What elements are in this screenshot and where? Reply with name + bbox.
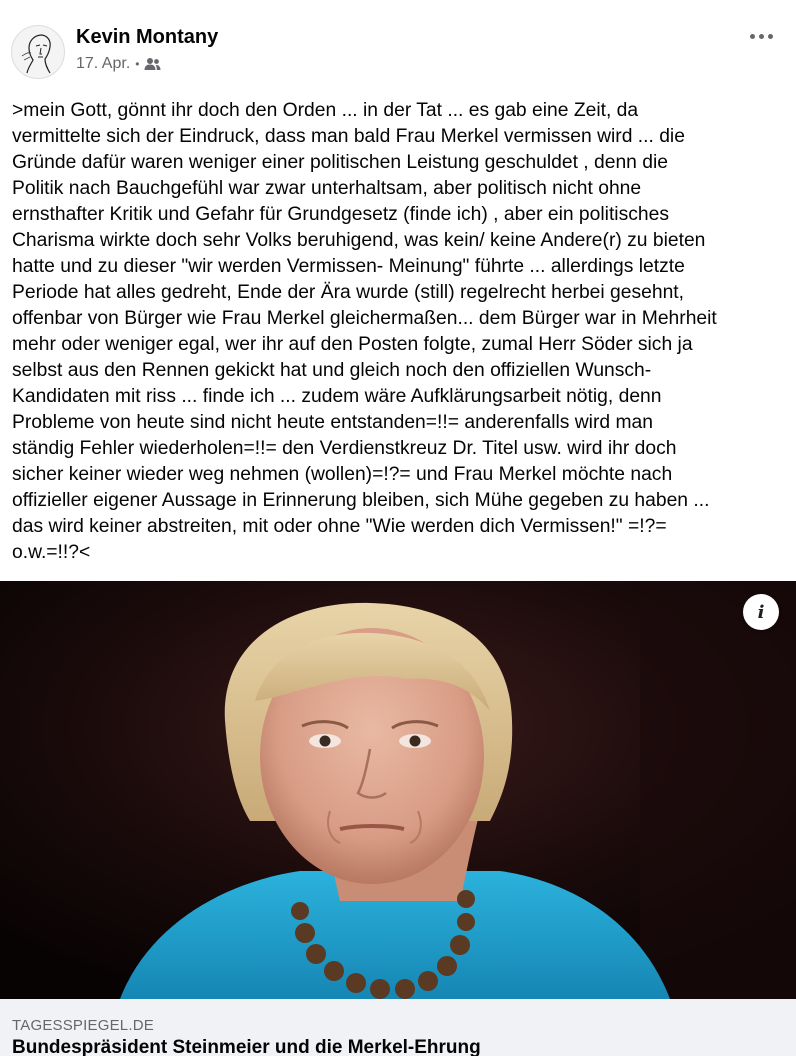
- post-date[interactable]: 17. Apr.: [76, 55, 131, 72]
- author-avatar[interactable]: [11, 25, 65, 79]
- link-title[interactable]: Bundespräsident Steinmeier und die Merkel-Ehrung: [12, 1037, 481, 1056]
- sketch-portrait-icon: [12, 26, 65, 79]
- more-options-button[interactable]: [740, 22, 782, 50]
- link-domain: TAGESSPIEGEL.DE: [12, 1017, 154, 1034]
- post-text: >mein Gott, gönnt ihr doch den Orden ... in der Tat ... es gab eine Zeit, da vermittelte sich der Eindruck, dass man bald Frau Merkel vermissen wird ... die Gründe dafür waren weniger einer politischen Leistung geschuldet , denn die Politik nach Bauchgefühl war zwar unterhaltsam, aber politisch nicht ohne ernsthafter Kritik und Gefahr für Grundgesetz (finde ich) , aber ein politisches Charisma wirkte doch sehr Volks beruhigend, was kein/ keine Andere(r) zu bieten hatte und zu dieser "wir werden Vermissen- Meinung" führte ... allerdings letzte Periode hat alles gedreht, Ende der Ära wurde (still) regelrecht herbei gesehnt, offenbar von Bürger wie Frau Merkel gleichermaßen... dem Bürger war in Mehrheit mehr oder weniger egal, wer ihr auf den Posten folgte, zumal Herr Söder sich ja selbst aus den Rennen gekickt hat und gleich noch den offiziellen Wunsch- Kandidaten mit riss ... finde ich ... zudem wäre Aufklärungsarbeit nötig, denn Probleme von heute sind nicht heute entstanden=!!= anderenfalls wird man ständig Fehler wiederholen=!!= den Verdienstkreuz Dr. Titel usw. wird ihr doch sicher keiner wieder weg nehmen (wollen)=!?= und Frau Merkel möchte nach offizieller eigener Aussage in Erinnerung bleiben, sich Mühe gegeben zu haben ... das wird keiner abstreiten, mit oder ohne "Wie werden dich Vermissen!" =!?= o.w.=!!?<: [12, 100, 717, 563]
- post-meta: [76, 55, 161, 73]
- author-name[interactable]: Kevin Montany: [76, 26, 219, 48]
- link-preview-image[interactable]: [0, 581, 796, 999]
- more-dot: [750, 34, 755, 39]
- info-button[interactable]: [743, 594, 779, 630]
- more-dot: [759, 34, 764, 39]
- post-header: [0, 0, 796, 90]
- portrait-photo-illustration: [0, 581, 796, 999]
- info-icon: i: [757, 601, 765, 623]
- more-dot: [768, 34, 773, 39]
- meta-separator: •: [135, 57, 140, 71]
- link-preview-caption[interactable]: [0, 999, 796, 1056]
- friends-icon[interactable]: [144, 57, 161, 71]
